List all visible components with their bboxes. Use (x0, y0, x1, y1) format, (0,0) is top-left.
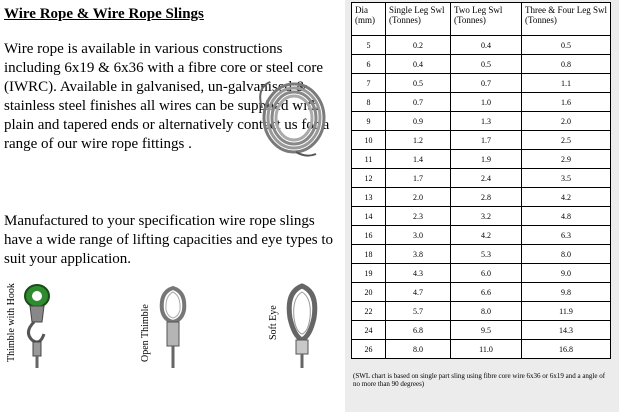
table-cell: 1.3 (451, 112, 522, 131)
table-cell: 5.3 (451, 245, 522, 264)
table-cell: 10 (352, 131, 386, 150)
table-cell: 8 (352, 93, 386, 112)
fitting-label-thimble-hook: Thimble with Hook (6, 283, 17, 362)
table-cell: 1.7 (386, 169, 451, 188)
table-cell: 14.3 (522, 321, 611, 340)
wire-rope-coil-image (256, 78, 332, 158)
table-cell: 3.0 (386, 226, 451, 245)
table-cell: 12 (352, 169, 386, 188)
table-cell: 14 (352, 207, 386, 226)
soft-eye-image (286, 282, 318, 368)
table-cell: 9.5 (451, 321, 522, 340)
table-row (352, 226, 611, 245)
table-row (352, 131, 611, 150)
page-title: Wire Rope & Wire Rope Slings (4, 6, 204, 22)
table-cell: 9 (352, 112, 386, 131)
table-cell: 2.5 (522, 131, 611, 150)
intro-paragraph: Wire rope is available in various constructions including 6x19 & 6x36 with a fibre core or steel core (IWRC). Available in galvanised, un-galvanised & stainless steel finishes all wires can be supplied with plain and tapered ends or alternatively contact us for a range of our wire rope fittings . (4, 41, 330, 152)
table-cell: 13 (352, 188, 386, 207)
table-row (352, 55, 611, 74)
table-cell: 5.7 (386, 302, 451, 321)
table-cell: 26 (352, 340, 386, 359)
table-cell: 4.7 (386, 283, 451, 302)
table-cell: 3.2 (451, 207, 522, 226)
table-row (352, 150, 611, 169)
table-cell: 6.6 (451, 283, 522, 302)
table-cell: 6.8 (386, 321, 451, 340)
table-cell: 1.1 (522, 74, 611, 93)
table-row (352, 207, 611, 226)
fitting-label-open-thimble: Open Thimble (140, 304, 151, 362)
table-cell: 0.7 (386, 93, 451, 112)
table-row (352, 302, 611, 321)
table-cell: 2.9 (522, 150, 611, 169)
table-cell: 22 (352, 302, 386, 321)
table-cell: 18 (352, 245, 386, 264)
table-cell: 0.4 (451, 36, 522, 55)
table-cell: 0.5 (451, 55, 522, 74)
table-cell: 6.0 (451, 264, 522, 283)
table-cell: 4.2 (451, 226, 522, 245)
table-cell: 2.3 (386, 207, 451, 226)
table-cell: 2.4 (451, 169, 522, 188)
table-cell: 3.8 (386, 245, 451, 264)
table-header-row (352, 3, 611, 36)
table-cell: 8.0 (386, 340, 451, 359)
table-cell: 1.0 (451, 93, 522, 112)
table-cell: 1.9 (451, 150, 522, 169)
table-cell: 1.7 (451, 131, 522, 150)
table-row (352, 169, 611, 188)
table-row (352, 36, 611, 55)
table-cell: 8.0 (522, 245, 611, 264)
header-dia: Dia (mm) (352, 3, 386, 36)
table-cell: 7 (352, 74, 386, 93)
table-cell: 0.7 (451, 74, 522, 93)
table-cell: 11 (352, 150, 386, 169)
table-cell: 0.4 (386, 55, 451, 74)
table-cell: 2.0 (522, 112, 611, 131)
table-row (352, 245, 611, 264)
table-cell: 2.8 (451, 188, 522, 207)
table-cell: 9.8 (522, 283, 611, 302)
table-cell: 4.8 (522, 207, 611, 226)
table-row (352, 112, 611, 131)
table-cell: 0.8 (522, 55, 611, 74)
table-row (352, 340, 611, 359)
table-cell: 16.8 (522, 340, 611, 359)
header-single-leg: Single Leg Swl (Tonnes) (386, 3, 451, 36)
table-row (352, 264, 611, 283)
table-cell: 9.0 (522, 264, 611, 283)
table-cell: 6 (352, 55, 386, 74)
table-cell: 0.2 (386, 36, 451, 55)
table-cell: 0.5 (386, 74, 451, 93)
fitting-label-soft-eye: Soft Eye (268, 305, 279, 340)
table-row (352, 321, 611, 340)
table-cell: 5 (352, 36, 386, 55)
table-row (352, 283, 611, 302)
thimble-hook-image (18, 282, 56, 368)
table-cell: 20 (352, 283, 386, 302)
table-row (352, 93, 611, 112)
table-cell: 3.5 (522, 169, 611, 188)
table-cell: 4.2 (522, 188, 611, 207)
table-row (352, 74, 611, 93)
table-cell: 16 (352, 226, 386, 245)
table-cell: 8.0 (451, 302, 522, 321)
swl-table (351, 2, 611, 359)
table-cell: 1.2 (386, 131, 451, 150)
table-cell: 0.5 (522, 36, 611, 55)
table-row (352, 188, 611, 207)
slings-paragraph: Manufactured to your specification wire rope slings have a wide range of lifting capacities and eye types to suit your application. (4, 213, 334, 267)
table-cell: 19 (352, 264, 386, 283)
table-cell: 4.3 (386, 264, 451, 283)
open-thimble-image (158, 284, 188, 368)
swl-panel (345, 0, 619, 412)
table-cell: 0.9 (386, 112, 451, 131)
table-cell: 6.3 (522, 226, 611, 245)
table-footnote: (SWL chart is based on single part sling using fibre core wire 6x36 or 6x19 and a angle of no more than 90 degrees) (353, 372, 606, 388)
header-three-four-leg: Three & Four Leg Swl (Tonnes) (522, 3, 611, 36)
table-cell: 24 (352, 321, 386, 340)
header-two-leg: Two Leg Swl (Tonnes) (451, 3, 522, 36)
table-cell: 11.0 (451, 340, 522, 359)
table-cell: 1.4 (386, 150, 451, 169)
table-cell: 11.9 (522, 302, 611, 321)
table-cell: 2.0 (386, 188, 451, 207)
table-cell: 1.6 (522, 93, 611, 112)
